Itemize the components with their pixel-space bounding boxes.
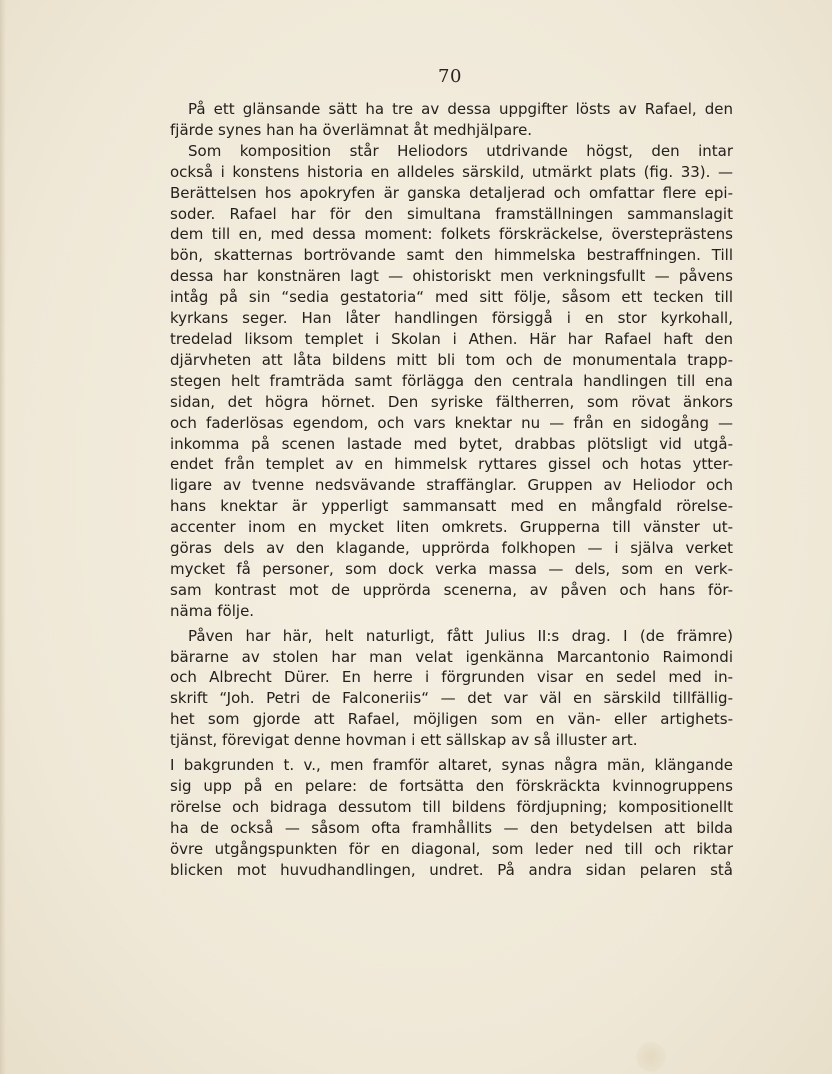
paper-stain	[636, 1042, 666, 1072]
text-line: ha de också — såsom ofta framhållits — den betydelsen att bilda	[170, 818, 733, 837]
text-line: blicken mot huvudhandlingen, undret. På andra sidan pelaren stå	[170, 860, 733, 879]
text-line: näma följe.	[170, 601, 255, 620]
text-line: sig upp på en pelare: de fortsätta den förskräckta kvinnogruppens	[170, 777, 733, 795]
text-line: sidan, det högra hörnet. Den syriske fältherren, som rövat änkors	[170, 392, 733, 411]
text-line: stegen helt framträda samt förlägga den centrala handlingen till ena	[170, 371, 733, 390]
text-line: kyrkans seger. Han låter handlingen försiggå i en stor kyrkohall,	[170, 309, 733, 328]
page-edge-shadow	[0, 0, 6, 1074]
text-line: djärvheten att låta bildens mitt bli tom och de monumentala trapp-	[170, 350, 733, 369]
text-line: Berättelsen hos apokryfen är ganska detaljerad och omfattar flere epi-	[170, 183, 733, 202]
text-line: tjänst, förevigat denne hovman i ett sällskap av så illuster art.	[170, 731, 638, 750]
text-line: På ett glänsande sätt ha tre av dessa uppgifter lösts av Rafael, den	[188, 100, 733, 118]
text-line: dessa har konstnären lagt — ohistoriskt men verkningsfullt — påvens	[170, 267, 733, 286]
paragraph	[170, 755, 733, 880]
page-number: 70	[438, 66, 462, 87]
text-line: ligare av tvenne nedsvävande straffänglar. Gruppen av Heliodor och	[170, 476, 733, 495]
text-line: sam kontrast mot de upprörda scenerna, av påven och hans för-	[170, 580, 733, 599]
text-line: rörelse och bidraga dessutom till bildens fördjupning; kompositionellt	[170, 797, 733, 816]
text-line: dem till en, med dessa moment: folkets förskräckelse, översteprästens	[170, 225, 733, 244]
text-line: accenter inom en mycket liten omkrets. Grupperna till vänster ut-	[170, 518, 733, 537]
text-line: endet från templet av en himmelsk ryttares gissel och hotas ytter-	[170, 455, 733, 474]
paragraph	[170, 141, 733, 622]
body-text	[170, 99, 733, 881]
text-line: bärarne av stolen har man velat igenkänna Marcantonio Raimondi	[170, 647, 733, 666]
text-line: hans knektar är ypperligt sammansatt med en mångfald rörelse-	[170, 497, 733, 516]
text-line: fjärde synes han ha överlämnat åt medhjälpare.	[170, 120, 533, 139]
text-line: göras dels av den klagande, upprörda folkhopen — i själva verket	[170, 539, 733, 558]
text-line: och faderlösas egendom, och vars knektar nu — från en sidogång —	[170, 413, 733, 432]
text-line: och Albrecht Dürer. En herre i förgrunden visar en sedel med in-	[170, 668, 733, 687]
text-line: bön, skatternas bortrövande samt den himmelska bestraffningen. Till	[170, 246, 733, 265]
text-line: skrift “Joh. Petri de Falconeriis“ — det var väl en särskild tillfällig-	[170, 689, 733, 708]
text-line: I bakgrunden t. v., men framför altaret, synas några män, klängande	[170, 756, 733, 775]
text-line: het som gjorde att Rafael, möjligen som en vän- eller artighets-	[170, 710, 733, 729]
text-line: inkomma på scenen lastade med bytet, drabbas plötsligt vid utgå-	[170, 434, 733, 453]
text-line: också i konstens historia en alldeles särskild, utmärkt plats (fig. 33). —	[170, 162, 733, 181]
text-line: mycket få personer, som dock verka massa — dels, som en verk-	[170, 559, 733, 578]
text-line: soder. Rafael har för den simultana framställningen sammanslagit	[170, 204, 733, 223]
text-line: intåg på sin “sedia gestatoria“ med sitt följe, såsom ett tecken till	[170, 288, 733, 307]
text-line: övre utgångspunkten för en diagonal, som leder ned till och riktar	[170, 839, 733, 858]
paragraph	[170, 99, 733, 141]
text-line: tredelad liksom templet i Skolan i Athen. Här har Rafael haft den	[170, 329, 733, 348]
text-line: Som komposition står Heliodors utdrivande högst, den intar	[188, 141, 733, 160]
text-line: Påven har här, helt naturligt, fått Julius II:s drag. I (de främre)	[188, 626, 733, 645]
paragraph	[170, 626, 733, 751]
